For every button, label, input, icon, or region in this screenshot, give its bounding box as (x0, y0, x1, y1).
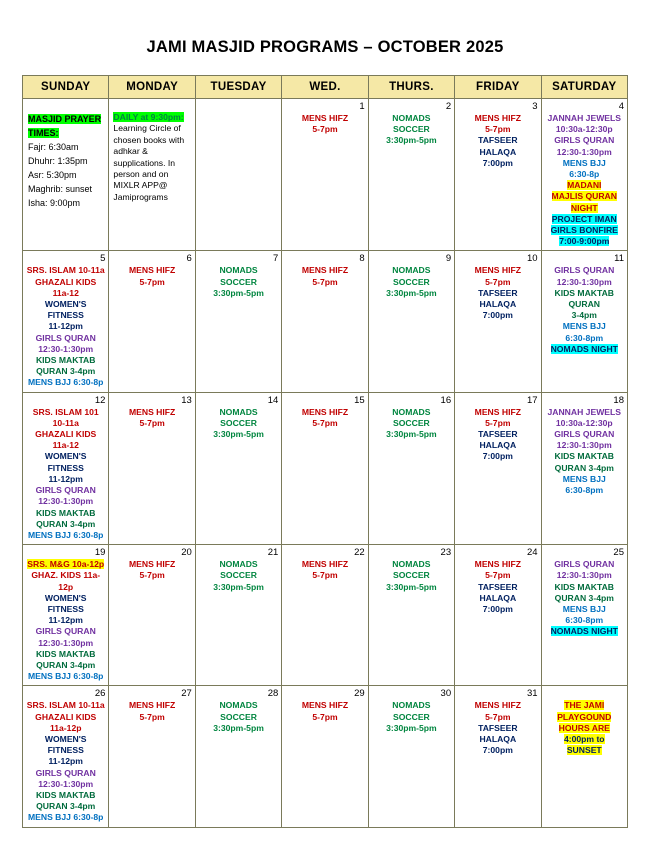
event-line: WOMEN'S FITNESS (44, 451, 87, 473)
event-line: GIRLS QURAN (35, 332, 96, 343)
event-line: 12:30-1:30pm (556, 146, 612, 157)
calendar-day-cell (541, 545, 627, 686)
prayer-times-block (26, 112, 105, 210)
calendar-week-row (23, 251, 628, 392)
event-line: NOMADS (392, 406, 431, 417)
event-line: 12:30-1:30pm (38, 637, 94, 648)
day-number (199, 101, 278, 112)
event-line: JANNAH JEWELS (547, 113, 622, 123)
prayer-times-heading: MASJID PRAYER TIMES: (28, 114, 102, 138)
event-line: MENS HIFZ (474, 406, 521, 417)
calendar-day-cell (109, 686, 195, 827)
calendar-table (22, 75, 628, 828)
event-line: 5-7pm (485, 417, 511, 428)
calendar-day-cell (368, 392, 454, 544)
event-line: MENS BJJ (562, 157, 606, 168)
event-line: KIDS MAKTAB (35, 355, 96, 366)
calendar-week-row (23, 392, 628, 544)
event-line: 5-7pm (485, 711, 511, 722)
event-line: TAFSEER (478, 581, 518, 592)
day-number: 5 (100, 253, 106, 265)
event-line: SOCCER (393, 711, 430, 722)
event-line: MENS HIFZ (474, 265, 521, 276)
day-number: 1 (359, 101, 365, 112)
day-number (545, 688, 624, 699)
event-line: NOMADS (219, 406, 258, 417)
event-line: 5-7pm (485, 276, 511, 287)
day-events (372, 700, 451, 734)
event-line: TAFSEER (478, 429, 518, 440)
event-line: SRS. M&G 10a-12p (27, 559, 105, 570)
event-line: MENS BJJ (562, 321, 606, 332)
day-number: 9 (445, 253, 452, 265)
event-line: 12:30-1:30pm (556, 276, 612, 287)
calendar-day-cell (455, 686, 541, 827)
weekday-header-friday: FRIDAY (455, 76, 541, 99)
day-events (372, 265, 451, 299)
prayer-time-line: Dhuhr: 1:35pm (28, 156, 88, 166)
event-line: GIRLS QURAN (554, 559, 615, 570)
event-line: 11-12pm (48, 756, 83, 767)
day-events (285, 700, 364, 722)
event-line: 12:30-1:30pm (556, 440, 612, 451)
day-number (26, 101, 105, 112)
daily-program-heading: DAILY at 9:30pm: (113, 112, 184, 122)
day-number: 6 (186, 253, 192, 265)
event-line: 5-7pm (312, 570, 338, 581)
event-line: 12:30-1:30pm (38, 343, 94, 354)
event-line: TAFSEER (478, 287, 518, 298)
event-line: NOMADS (219, 700, 258, 711)
day-number: 25 (613, 547, 624, 559)
event-line: GIRLS QURAN (554, 429, 615, 440)
event-line: QURAN 3-4pm (36, 801, 96, 812)
day-number: 19 (94, 547, 106, 559)
prayer-time-line: Isha: 9:00pm (28, 198, 81, 208)
day-number: 8 (359, 253, 365, 265)
calendar-day-cell (195, 545, 281, 686)
event-line: 5-7pm (312, 417, 338, 428)
day-number: 14 (267, 394, 279, 406)
calendar-body (23, 99, 628, 828)
day-number: 21 (267, 547, 279, 559)
event-line: SOCCER (220, 570, 257, 581)
day-number: 24 (526, 547, 538, 559)
day-number: 29 (354, 688, 365, 700)
calendar-day-cell (455, 99, 541, 251)
day-events (26, 559, 105, 682)
event-line: SOCCER (393, 570, 430, 581)
calendar-day-cell (109, 251, 195, 392)
calendar-day-cell (109, 545, 195, 686)
event-line: SRS. ISLAM 10-11a (26, 700, 105, 711)
event-line: MENS HIFZ (474, 113, 521, 123)
event-line: SOCCER (220, 417, 257, 428)
day-number: 16 (440, 394, 452, 406)
calendar-day-cell (282, 99, 368, 251)
event-line: NOMADS (392, 113, 431, 123)
event-line: 5-7pm (485, 124, 511, 135)
day-number: 28 (267, 688, 279, 700)
day-events (545, 113, 624, 247)
day-number: 11 (614, 253, 624, 265)
calendar-week-row (23, 686, 628, 827)
event-line: KIDS MAKTAB (554, 451, 615, 462)
weekday-header-wednesday: WED. (282, 76, 368, 99)
event-line: PROJECT IMAN (551, 213, 617, 224)
day-events (458, 559, 537, 615)
day-events (458, 113, 537, 169)
event-line: 10-11a (52, 417, 79, 428)
event-line: 7:00pm (482, 745, 513, 756)
event-line: MENS HIFZ (301, 113, 349, 123)
event-line: 3:30pm-5pm (386, 722, 437, 733)
event-line: NOMADS NIGHT (550, 343, 618, 354)
event-line: MENS HIFZ (128, 559, 176, 570)
calendar-day-cell (541, 686, 627, 827)
event-line: KIDS MAKTAB (35, 507, 96, 518)
event-line: QURAN 3-4pm (554, 592, 614, 603)
event-line: HALAQA (479, 440, 517, 451)
event-line: MENS HIFZ (128, 700, 176, 711)
calendar-day-cell (23, 99, 109, 251)
day-number: 2 (445, 101, 452, 112)
event-line: 3:30pm-5pm (386, 287, 437, 298)
event-line: 12:30-1:30pm (556, 570, 612, 581)
calendar-day-cell (368, 99, 454, 251)
event-line: 11-12pm (48, 615, 83, 626)
event-line: NOMADS (392, 265, 431, 276)
event-line: 6:30-8pm (565, 332, 604, 343)
day-events (458, 407, 537, 463)
day-number: 17 (526, 394, 538, 406)
event-line: 3:30pm-5pm (386, 581, 437, 592)
event-line: SUNSET (566, 745, 602, 756)
calendar-day-cell (195, 686, 281, 827)
event-line: 7:00-9:00pm (559, 236, 610, 247)
event-line: MENS HIFZ (474, 559, 521, 570)
event-line: 5-7pm (139, 711, 165, 722)
event-line: MENS BJJ 6:30-8p (27, 377, 104, 388)
event-line: SOCCER (393, 124, 430, 135)
daily-program-block (112, 112, 191, 203)
event-line: SOCCER (393, 276, 430, 287)
event-line: NOMADS (219, 559, 258, 570)
event-line: WOMEN'S FITNESS (44, 299, 87, 321)
event-line: MENS HIFZ (128, 265, 176, 276)
day-number: 22 (354, 547, 365, 559)
day-events (458, 265, 537, 321)
event-line: SOCCER (393, 417, 430, 428)
calendar-day-cell (195, 99, 281, 251)
weekday-header-monday: MONDAY (109, 76, 195, 99)
day-number: 18 (613, 394, 624, 406)
event-line: MENS BJJ (562, 603, 606, 614)
day-events (112, 700, 191, 722)
event-line: 4:00pm to (563, 733, 605, 744)
event-line: MENS HIFZ (128, 406, 176, 417)
event-line: GIRLS QURAN (35, 485, 96, 496)
event-line: 7:00pm (482, 157, 513, 168)
event-line: MENS HIFZ (301, 559, 349, 570)
event-line: PLAYGOUND (557, 711, 612, 722)
calendar-week-row (23, 545, 628, 686)
event-line: SRS. ISLAM 101 (32, 406, 99, 417)
event-line: JANNAH JEWELS (547, 406, 622, 417)
day-number: 13 (181, 394, 192, 406)
event-line: MADANI (567, 180, 602, 191)
event-line: WOMEN'S FITNESS (44, 733, 87, 756)
calendar-week-row (23, 99, 628, 251)
day-number: 26 (94, 688, 106, 700)
event-line: WOMEN'S FITNESS (44, 592, 87, 614)
event-line: 11-12pm (48, 473, 83, 484)
event-line: NOMADS (392, 559, 431, 570)
calendar-day-cell (541, 392, 627, 544)
event-line: 6:30-8pm (565, 485, 604, 496)
day-events (199, 265, 278, 299)
day-events (372, 559, 451, 593)
weekday-header-row (23, 76, 628, 99)
event-line: 7:00pm (482, 603, 513, 614)
prayer-time-line: Asr: 5:30pm (28, 170, 77, 180)
event-line: 6:30-8pm (565, 615, 604, 626)
calendar-day-cell (282, 251, 368, 392)
event-line: 7:00pm (482, 310, 513, 321)
event-line: GHAZALI KIDS (35, 711, 97, 722)
weekday-header-thursday: THURS. (368, 76, 454, 99)
calendar-day-cell (282, 545, 368, 686)
event-line: MENS HIFZ (301, 406, 349, 417)
event-line: GIRLS QURAN (35, 626, 96, 637)
day-events (285, 559, 364, 581)
event-line: 3:30pm-5pm (213, 581, 264, 592)
event-line: MAJLIS QURAN (551, 191, 617, 202)
day-number: 15 (354, 394, 365, 406)
day-number: 10 (526, 253, 538, 265)
calendar-day-cell (541, 99, 627, 251)
day-events (199, 407, 278, 441)
event-line: MENS BJJ 6:30-8p (27, 812, 104, 823)
day-number: 4 (618, 101, 624, 112)
day-events (26, 407, 105, 541)
event-line: QURAN 3-4pm (36, 518, 96, 529)
day-number: 30 (440, 688, 452, 700)
event-line: MENS HIFZ (474, 700, 521, 711)
event-line: MENS BJJ (562, 473, 606, 484)
event-line: 5-7pm (312, 711, 338, 722)
day-events (545, 407, 624, 497)
calendar-day-cell (195, 392, 281, 544)
event-line: 3:30pm-5pm (213, 429, 264, 440)
event-line: HALAQA (479, 733, 517, 744)
event-line: 5-7pm (139, 570, 165, 581)
event-line: 12:30-1:30pm (38, 778, 94, 789)
event-line: KIDS MAKTAB (35, 789, 96, 800)
day-number: 23 (440, 547, 452, 559)
day-number: 12 (94, 394, 106, 406)
day-number: 7 (272, 253, 279, 265)
calendar-day-cell (368, 251, 454, 392)
day-number: 20 (181, 547, 192, 559)
event-line: HALAQA (479, 592, 517, 603)
day-events (372, 407, 451, 441)
day-events (545, 265, 624, 355)
calendar-day-cell (109, 392, 195, 544)
event-line: 5-7pm (312, 124, 338, 135)
prayer-time-line: Maghrib: sunset (28, 184, 93, 194)
event-line: QURAN 3-4pm (554, 462, 614, 473)
event-line: HALAQA (479, 299, 517, 310)
event-line: KIDS MAKTAB (554, 287, 615, 298)
event-line: GIRLS QURAN (554, 135, 615, 146)
event-line: 5-7pm (312, 276, 338, 287)
event-line: QURAN 3-4pm (36, 366, 96, 377)
event-line: GHAZALI KIDS 11a-12 (35, 429, 97, 451)
day-events (545, 700, 624, 756)
event-line: QURAN (568, 299, 601, 310)
event-line: HOURS ARE (558, 722, 610, 733)
calendar-day-cell (23, 392, 109, 544)
day-events (26, 265, 105, 388)
event-line: 11a-12p (49, 722, 82, 733)
event-line: 3-4pm (571, 310, 597, 321)
event-line: MENS BJJ 6:30-8p (27, 529, 104, 540)
event-line: NOMADS (219, 265, 258, 276)
page-title: JAMI MASJID PROGRAMS – OCTOBER 2025 (146, 38, 504, 56)
calendar-day-cell (282, 686, 368, 827)
event-line: 11-12pm (48, 321, 83, 332)
calendar-day-cell (368, 686, 454, 827)
daily-program-text: Learning Circle of chosen books with adhkar & supplications. In person and on MIXLR APP@ Jamiprograms (113, 123, 185, 202)
day-number: 31 (526, 688, 538, 700)
calendar-day-cell (455, 251, 541, 392)
day-events (112, 265, 191, 287)
event-line: 5-7pm (139, 276, 165, 287)
event-line: 12:30-1:30pm (38, 496, 94, 507)
prayer-time-line: Fajr: 6:30am (28, 142, 79, 152)
calendar-day-cell (282, 392, 368, 544)
day-events (285, 113, 364, 135)
calendar-day-cell (368, 545, 454, 686)
event-line: SOCCER (220, 711, 257, 722)
calendar-day-cell (195, 251, 281, 392)
event-line: TAFSEER (478, 135, 518, 146)
event-line: GHAZALI KIDS 11a-12 (35, 276, 97, 298)
weekday-header-sunday: SUNDAY (23, 76, 109, 99)
event-line: NOMADS NIGHT (550, 626, 618, 637)
event-line: KIDS MAKTAB (35, 648, 96, 659)
day-events (26, 700, 105, 823)
event-line: THE JAMI (564, 700, 605, 711)
event-line: KIDS MAKTAB (554, 581, 615, 592)
day-events (458, 700, 537, 756)
event-line: 5-7pm (485, 570, 511, 581)
day-events (372, 113, 451, 147)
calendar-day-cell (109, 99, 195, 251)
event-line: TAFSEER (478, 722, 518, 733)
day-events (545, 559, 624, 637)
calendar-day-cell (23, 545, 109, 686)
calendar-day-cell (23, 251, 109, 392)
day-number: 27 (181, 688, 192, 700)
event-line: SOCCER (220, 276, 257, 287)
event-line: MENS HIFZ (301, 700, 349, 711)
weekday-header-tuesday: TUESDAY (195, 76, 281, 99)
event-line: 3:30pm-5pm (213, 722, 264, 733)
event-line: 3:30pm-5pm (213, 287, 264, 298)
event-line: NIGHT (570, 202, 598, 213)
weekday-header-saturday: SATURDAY (541, 76, 627, 99)
event-line: HALAQA (479, 146, 517, 157)
day-events (112, 407, 191, 429)
event-line: GIRLS BONFIRE (550, 225, 618, 236)
event-line: QURAN 3-4pm (36, 659, 96, 670)
day-events (285, 407, 364, 429)
event-line: GIRLS QURAN (554, 265, 615, 276)
day-number: 3 (532, 101, 538, 112)
event-line: 7:00pm (482, 451, 513, 462)
calendar-day-cell (455, 545, 541, 686)
event-line: 3:30pm-5pm (386, 135, 437, 146)
event-line: MENS BJJ 6:30-8p (27, 671, 104, 682)
event-line: 10:30a-12:30p (555, 417, 613, 428)
event-line: 10:30a-12:30p (555, 124, 613, 135)
day-events (285, 265, 364, 287)
calendar-day-cell (455, 392, 541, 544)
calendar-day-cell (541, 251, 627, 392)
day-events (199, 559, 278, 593)
day-number (112, 101, 191, 112)
event-line: 5-7pm (139, 417, 165, 428)
event-line: NOMADS (392, 700, 431, 711)
day-events (112, 559, 191, 581)
calendar-day-cell (23, 686, 109, 827)
event-line: GHAZ. KIDS 11a-12p (31, 570, 101, 592)
event-line: MENS HIFZ (301, 265, 349, 276)
event-line: 3:30pm-5pm (386, 429, 437, 440)
event-line: SRS. ISLAM 10-11a (26, 265, 105, 276)
day-events (199, 700, 278, 734)
event-line: 6:30-8p (569, 169, 600, 180)
event-line: GIRLS QURAN (35, 767, 96, 778)
